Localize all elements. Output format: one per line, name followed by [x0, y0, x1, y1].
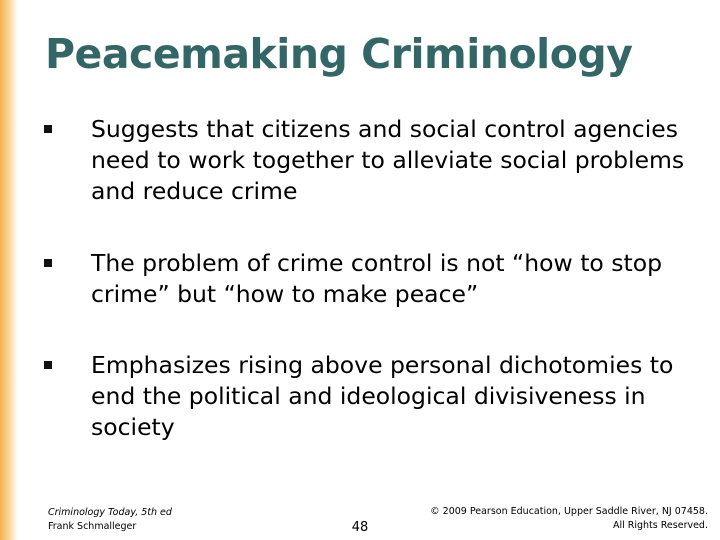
author-name: Frank Schmalleger [48, 521, 137, 532]
bullet-text: The problem of crime control is not “how to stop crime” but “how to make peace” [91, 249, 663, 308]
bullet-text: Emphasizes rising above personal dichotomies to end the political and ideological divisiveness in society [91, 351, 674, 441]
footer-copyright [430, 505, 708, 533]
square-bullet-icon [44, 125, 52, 133]
footer-book-info [48, 506, 172, 534]
square-bullet-icon [44, 259, 52, 267]
book-title: Criminology Today, 5th ed [48, 507, 172, 518]
square-bullet-icon [44, 361, 52, 369]
bullet-text: Suggests that citizens and social control agencies need to work together to alleviate social problems and reduce crime [91, 115, 685, 205]
slide-title: Peacemaking Criminology [45, 30, 633, 78]
page-number: 48 [351, 520, 369, 535]
copyright-line-2: All Rights Reserved. [612, 520, 708, 531]
decorative-side-strip [0, 0, 18, 540]
copyright-line-1: © 2009 Pearson Education, Upper Saddle River, NJ 07458. [430, 506, 708, 517]
